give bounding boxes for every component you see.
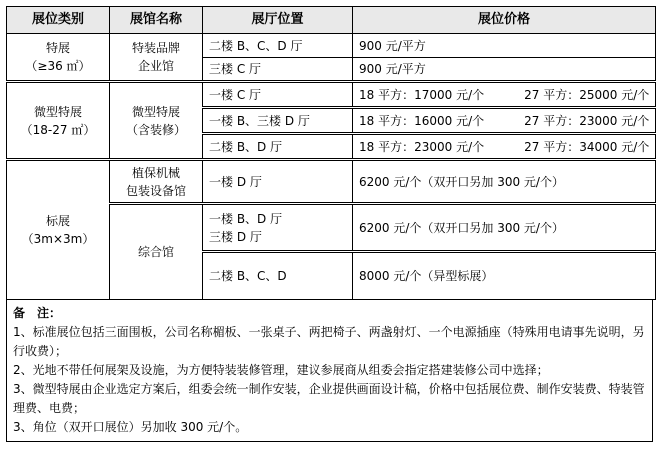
category-standard [7,160,110,300]
notes-section [6,300,653,442]
price-cell [353,108,656,134]
table-row [7,160,656,204]
price-18: 18 平方：23000 元/个 [359,139,485,154]
header-price: 展位价格 [353,7,656,34]
location-line2: 三楼 D 厅 [209,229,262,244]
table-header-row [7,7,656,34]
category-size: （3m×3m） [21,232,95,246]
hall-label-line2: 包装设备馆 [125,183,186,198]
location-cell: 一楼 B、三楼 D 厅 [203,108,353,134]
hall-special [110,34,203,82]
price-27: 27 平方：34000 元/个 [524,139,650,154]
category-size: （≥36 ㎡） [25,59,91,73]
hall-label: 微型特展 [131,104,180,119]
location-cell [203,204,353,252]
hall-general: 综合馆 [110,204,203,300]
location-cell: 二楼 B、C、D [203,252,353,300]
location-cell: 一楼 C 厅 [203,82,353,108]
price-27: 27 平方：23000 元/个 [524,113,650,128]
booth-price-table [6,6,656,300]
header-location: 展厅位置 [203,7,353,34]
category-label: 特展 [45,41,70,55]
category-special [7,34,110,82]
location-line1: 一楼 B、D 厅 [209,211,283,226]
price-18: 18 平方：17000 元/个 [359,87,485,102]
price-table-container [6,6,655,442]
notes-title: 备 注： [13,306,62,320]
price-cell: 900 元/平方 [353,58,656,82]
location-cell: 二楼 B、D 厅 [203,134,353,160]
price-27: 27 平方：25000 元/个 [524,87,650,102]
table-row [7,34,656,58]
category-size: （18-27 ㎡） [20,122,96,137]
location-cell: 三楼 C 厅 [203,58,353,82]
hall-label-line2: （含装修） [125,122,186,137]
header-category: 展位类别 [7,7,110,34]
hall-agri-machinery [110,160,203,204]
table-row [7,82,656,108]
note-item: 1、标准展位包括三面围板，公司名称楣板、一张桌子、两把椅子、两盏射灯、一个电源插座（特殊用电请事先说明，另行收费）； [13,325,645,358]
price-cell: 8000 元/个（异型标展） [353,252,656,300]
price-cell: 6200 元/个（双开口另加 300 元/个） [353,204,656,252]
category-micro [7,82,110,160]
header-hall: 展馆名称 [110,7,203,34]
price-cell: 6200 元/个（双开口另加 300 元/个） [353,160,656,204]
price-18: 18 平方：16000 元/个 [359,113,485,128]
note-item: 3、微型特展由企业选定方案后，组委会统一制作安装，企业提供画面设计稿，价格中包括展位费、制作安装费、特装管理费、电费； [13,382,645,415]
hall-label: 特装品牌 [131,41,180,55]
note-item: 3、角位（双开口展位）另加收 300 元/个。 [13,420,248,434]
hall-label: 植保机械 [131,165,180,180]
price-cell: 900 元/平方 [353,34,656,58]
location-cell: 二楼 B、C、D 厅 [203,34,353,58]
note-item: 2、光地不带任何展架及设施，为方便特装装修管理，建议参展商从组委会指定搭建装修公司中选择； [13,363,549,377]
location-cell: 一楼 D 厅 [203,160,353,204]
category-label: 微型特展 [33,104,82,119]
price-cell [353,82,656,108]
category-label: 标展 [45,214,70,228]
hall-label-line2: 企业馆 [137,59,174,73]
price-cell [353,134,656,160]
hall-micro [110,82,203,160]
